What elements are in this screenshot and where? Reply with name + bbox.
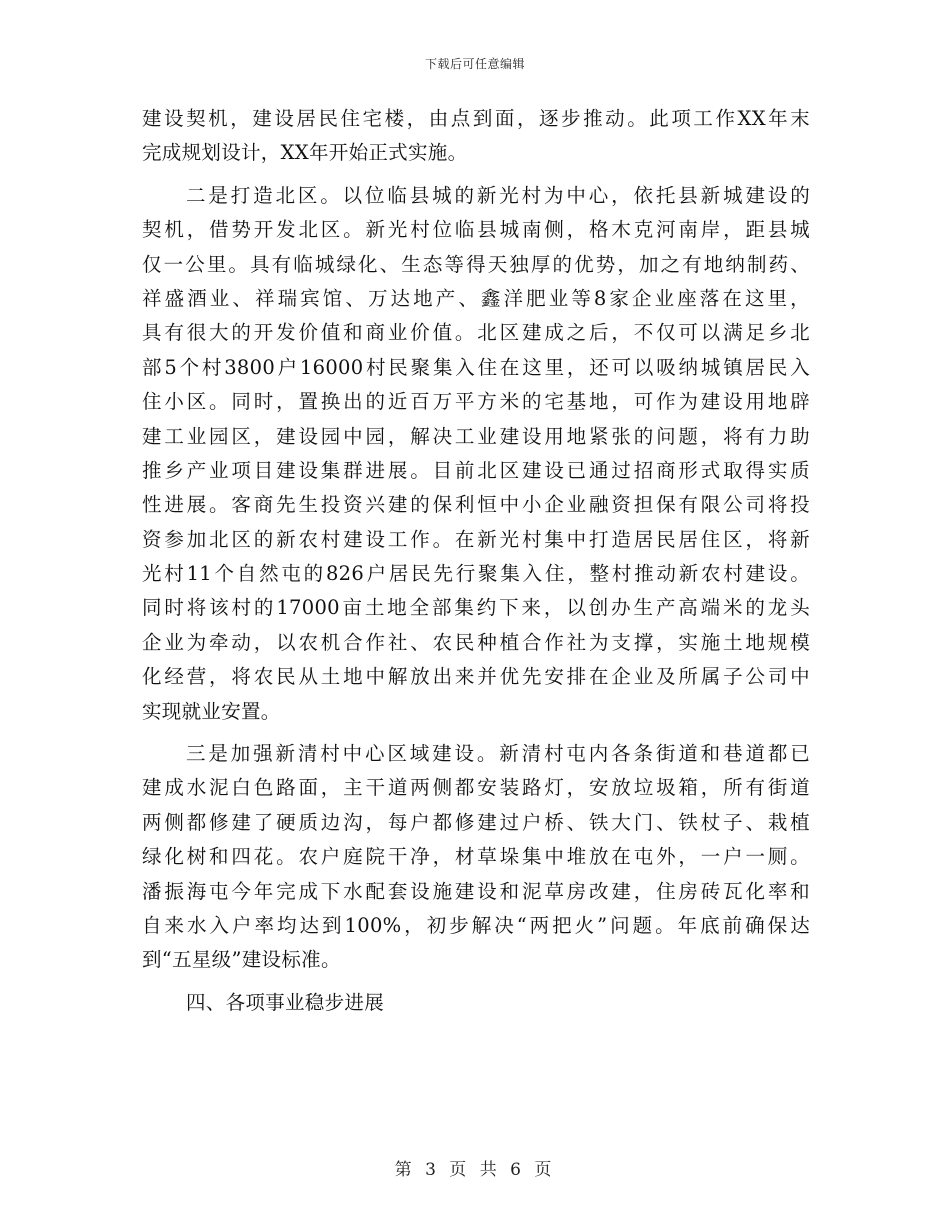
text-line: 企业为牵动，以农机合作社、农民种植合作社为支撑，实施土地规模 — [142, 630, 810, 654]
document-body — [142, 102, 810, 1020]
text-line: 推乡产业项目建设集群进展。目前北区建设已通过招商形式取得实质 — [142, 458, 810, 482]
text-line: 化经营，将农民从土地中解放出来并优先安排在企业及所属子公司中 — [142, 665, 810, 689]
paragraph — [142, 179, 810, 729]
text-line: 建设契机，建设居民住宅楼，由点到面，逐步推动。此项工作XX年末 — [142, 107, 810, 130]
text-line: 实现就业安置。 — [142, 699, 281, 723]
text-line: 潘振海屯今年完成下水配套设施建设和泥草房改建，住房砖瓦化率和 — [142, 879, 810, 903]
text-line: 四、各项事业稳步进展 — [186, 990, 385, 1014]
text-line: 光村11个自然屯的826户居民先行聚集入住，整村推动新农村建设。 — [142, 562, 810, 586]
text-line: 完成规划设计，XX年开始正式实施。 — [142, 141, 468, 165]
text-line: 两侧都修建了硬质边沟，每户都修建过户桥、铁大门、铁杖子、栽植 — [142, 810, 810, 834]
text-line: 住小区。同时，置换出的近百万平方米的宅基地，可作为建设用地辟 — [142, 390, 810, 414]
text-line: 建成水泥白色路面，主干道两侧都安装路灯，安放垃圾箱，所有街道 — [142, 776, 810, 800]
paragraph — [142, 102, 810, 171]
text-line: 绿化树和四花。农户庭院干净，材草垛集中堆放在屯外，一户一厕。 — [142, 845, 810, 869]
text-line: 部5个村3800户16000村民聚集入住在这里，还可以吸纳城镇居民入 — [142, 355, 810, 379]
text-line: 性进展。客商先生投资兴建的保利恒中小企业融资担保有限公司将投 — [142, 493, 810, 517]
page-header: 下载后可任意编辑 — [424, 57, 525, 71]
text-line: 契机，借势开发北区。新光村位临县城南侧，格木克河南岸，距县城 — [142, 218, 810, 242]
text-line: 自来水入户率均达到100%，初步解决“两把火”问题。年底前确保达 — [142, 913, 810, 937]
section-heading — [142, 986, 810, 1020]
text-line: 三是加强新清村中心区域建设。新清村屯内各条街道和巷道都已 — [186, 742, 810, 766]
text-line: 到“五星级”建设标准。 — [142, 948, 341, 972]
text-line: 二是打造北区。以位临县城的新光村为中心，依托县新城建设的 — [186, 183, 810, 207]
page-number: 第 3 页 共 6 页 — [394, 1160, 556, 1180]
text-line: 资参加北区的新农村建设工作。在新光村集中打造居民居住区，将新 — [142, 527, 810, 551]
text-line: 同时将该村的17000亩土地全部集约下来，以创办生产高端米的龙头 — [142, 596, 810, 620]
text-line: 仅一公里。具有临城绿化、生态等得天独厚的优势，加之有地纳制药、 — [142, 252, 810, 276]
text-line: 具有很大的开发价值和商业价值。北区建成之后，不仅可以满足乡北 — [142, 321, 810, 345]
text-line: 祥盛酒业、祥瑞宾馆、万达地产、鑫洋肥业等8家企业座落在这里， — [142, 286, 810, 310]
text-line: 建工业园区，建设园中园，解决工业建设用地紧张的问题，将有力助 — [142, 424, 810, 448]
paragraph — [142, 737, 810, 978]
